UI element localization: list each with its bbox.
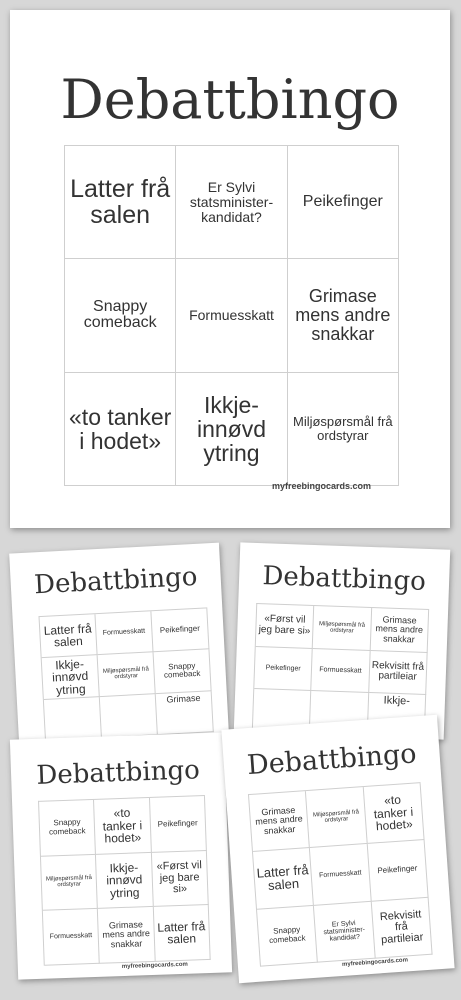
bingo-cell: Rekvisitt frå partileiar [371,897,432,958]
thumbnail-card [9,543,229,744]
bingo-cell: Grimase [156,691,214,735]
bingo-cell: Miljøspørsmål frå ordstyrar [98,653,156,697]
bingo-cell: Formuesskatt [310,844,371,905]
main-bingo-card [10,10,450,528]
bingo-cell: Formuesskatt [312,649,371,694]
bingo-cell: Miljøspørsmål frå ordstyrar [41,855,98,912]
bingo-cell: «to tanker i hodet» [65,373,176,486]
bingo-cell: Rekvisitt frå partileiar [369,651,428,696]
bingo-cell: Formuesskatt [176,259,287,372]
bingo-grid [64,145,399,486]
bingo-cell: Latter frå salen [65,146,176,259]
bingo-grid [248,782,433,967]
site-credit: myfreebingocards.com [341,957,409,968]
bingo-cell: Miljøspørsmål frå ordstyrar [306,787,367,848]
bingo-cell: Peikefinger [288,146,399,259]
bingo-cell [100,694,158,738]
thumbnail-card [10,732,232,979]
bingo-cell: Er Sylvi statsminister-kandidat? [314,901,375,962]
thumbnail-card [221,715,454,983]
bingo-cell: Ikkje-innøvd ytring [42,655,100,699]
bingo-cell: Ikkje-innøvd ytring [96,853,153,910]
bingo-cell [44,697,102,741]
site-credit: myfreebingocards.com [121,961,188,971]
bingo-cell: Snappy comeback [154,650,212,694]
bingo-cell: «to tanker i hodet» [363,783,424,844]
card-title: Debattbingo [35,755,201,791]
bingo-cell: Er Sylvi statsminister-kandidat? [176,146,287,259]
bingo-cell: Latter frå salen [153,905,210,962]
bingo-cell: Miljøspørsmål frå ordstyrar [313,606,372,651]
bingo-cell: Formuesskatt [43,909,100,966]
bingo-cell: Peikefinger [150,796,207,853]
bingo-grid [38,607,213,741]
bingo-cell: «Først vil jeg bare si» [152,851,209,908]
bingo-cell: Miljøspørsmål frå ordstyrar [288,373,399,486]
card-title: Debattbingo [33,561,199,601]
card-title: Debattbingo [262,561,427,597]
bingo-cell: Latter frå salen [40,614,98,658]
bingo-cell: Formuesskatt [95,611,153,655]
bingo-cell: Peikefinger [254,647,313,692]
bingo-cell: Snappy comeback [257,905,318,966]
bingo-grid [38,795,211,966]
bingo-cell: Peikefinger [151,608,209,652]
bingo-cell: «to tanker i hodet» [94,798,151,855]
bingo-cell: Grimase mens andre snakkar [98,907,155,964]
bingo-cell: Grimase mens andre snakkar [370,608,429,653]
card-title: Debattbingo [246,738,418,782]
bingo-cell: Ikkje- [367,693,426,738]
card-title: Debattbingo [60,68,400,131]
bingo-cell: Ikkje-innøvd ytring [176,373,287,486]
bingo-cell: «Først vil jeg bare si» [256,604,315,649]
thumbnail-card [234,542,451,739]
bingo-cell: Snappy comeback [39,800,96,857]
bingo-cell: Peikefinger [367,840,428,901]
bingo-cell: Grimase mens andre snakkar [288,259,399,372]
bingo-cell: Latter frå salen [253,848,314,909]
site-credit: myfreebingocards.com [272,481,372,491]
bingo-cell: Snappy comeback [65,259,176,372]
bingo-cell: Grimase mens andre snakkar [249,791,310,852]
